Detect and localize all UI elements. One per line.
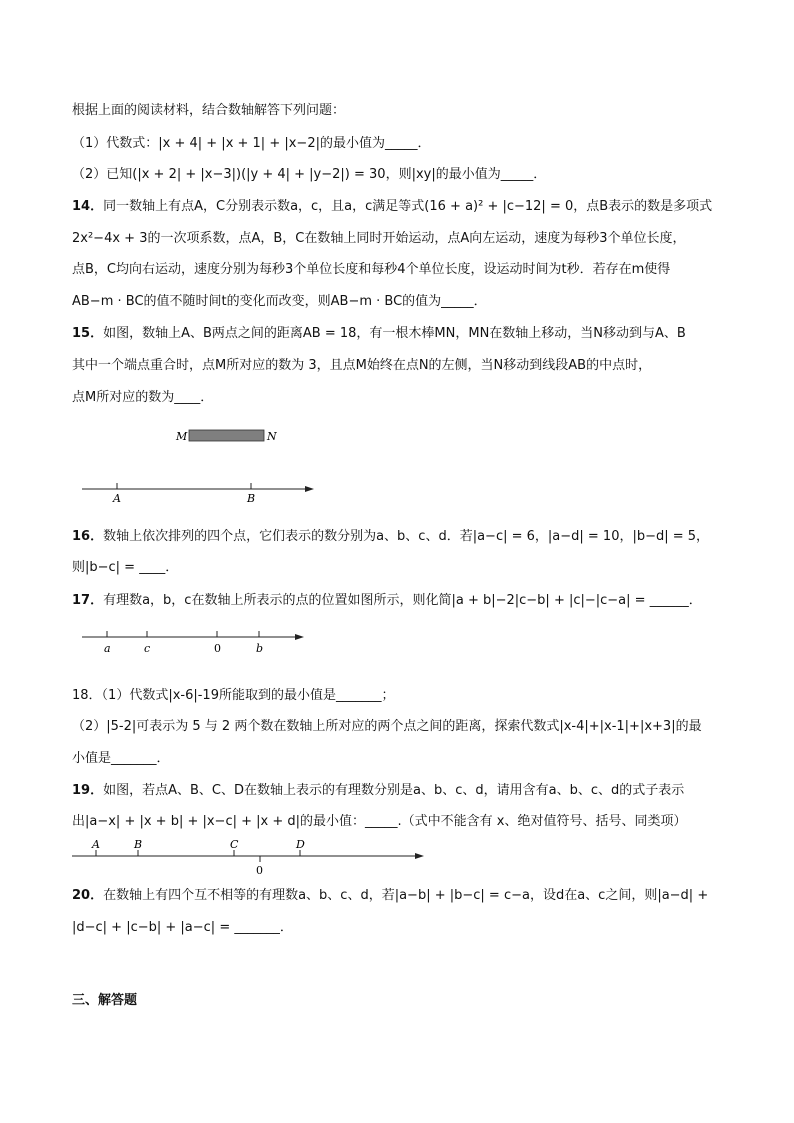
q20-number: 20． xyxy=(72,888,104,903)
q13-part1: （1）代数式：|x + 4| + |x + 1| + |x−2|的最小值为_____． xyxy=(72,136,431,151)
q19-text: 如图，若点A、B、C、D在数轴上表示的有理数分别是a、b、c、d，请用含有a、b、c、d的式子表示 xyxy=(103,783,685,798)
fig15-label-B: B xyxy=(247,492,256,505)
q18-part2-line1: （2）|5-2|可表示为 5 与 2 两个数在数轴上所对应的两个点之间的距离，探索代数式|x-4|+|x-1|+|x+3|的最 xyxy=(72,719,702,734)
fig17-label-0: 0 xyxy=(214,642,221,655)
fig19-label-D: D xyxy=(296,838,305,851)
q17-number: 17． xyxy=(72,593,104,608)
q15-line3: 点M所对应的数为____． xyxy=(72,390,214,405)
fig17-label-b: b xyxy=(256,642,264,655)
fig19-label-0: 0 xyxy=(256,864,263,877)
fig17-axis-arrow xyxy=(295,634,304,640)
fig15-axis-arrow xyxy=(305,486,314,492)
q14-line1 xyxy=(72,199,712,215)
line-intro: 根据上面的阅读材料，结合数轴解答下列问题： xyxy=(72,103,346,118)
q19-line2: 出|a−x| + |x + b| + |x−c| + |x + d|的最小值：_____.（式中不能含有 x、绝对值符号、括号、同类项） xyxy=(72,814,687,829)
q16-line2: 则|b−c| = ____． xyxy=(72,560,179,575)
q19-line1 xyxy=(72,783,684,799)
q20-line2: |d−c| + |c−b| + |a−c| = _______． xyxy=(72,920,293,935)
q15-line2: 其中一个端点重合时，点M所对应的数为 3，且点M始终在点N的左侧，当N移动到线段AB的中点时， xyxy=(72,358,652,373)
fig19-label-C: C xyxy=(230,838,239,851)
fig19-label-B: B xyxy=(134,838,143,851)
q14-text: 同一数轴上有点A，C分别表示数a，c，且a，c满足等式(16 + a)² + |c−12| = 0，点B表示的数是多项式 xyxy=(103,199,713,214)
q17-text: 有理数a，b，c在数轴上所表示的点的位置如图所示，则化简|a + b|−2|c−b| + |c|−|c−a| = ______． xyxy=(103,593,702,608)
q17-line1 xyxy=(72,593,702,609)
figure-q19-number-line xyxy=(66,836,436,878)
q16-line1 xyxy=(72,529,709,545)
q16-text: 数轴上依次排列的四个点，它们表示的数分别为a、b、c、d．若|a−c| = 6，|a−d| = 10，|b−d| = 5， xyxy=(103,529,710,544)
fig17-label-a: a xyxy=(104,642,111,655)
figure-q15-number-line xyxy=(70,420,330,510)
q20-line1 xyxy=(72,888,708,904)
q14-number: 14． xyxy=(72,199,104,214)
q15-text: 如图，数轴上A、B两点之间的距离AB = 18，有一根木棒MN，MN在数轴上移动，当N移动到与A、B xyxy=(103,326,686,341)
section-heading: 三、解答题 xyxy=(72,993,138,1008)
q14-line4: AB−m · BC的值不随时间t的变化而改变，则AB−m · BC的值为_____． xyxy=(72,294,487,309)
fig19-axis-arrow xyxy=(415,853,424,859)
figure-q17-number-line xyxy=(70,625,320,660)
q13-part2: （2）已知(|x + 2| + |x−3|)(|y + 4| + |y−2|) = 30，则|xy|的最小值为_____． xyxy=(72,167,547,182)
q15-number: 15． xyxy=(72,326,104,341)
q14-line2: 2x²−4x + 3的一次项系数，点A，B，C在数轴上同时开始运动，点A向左运动，速度为每秒3个单位长度， xyxy=(72,231,686,246)
q18-part1: 18．（1）代数式|x-6|-19所能取到的最小值是_______； xyxy=(72,688,395,703)
fig15-stick-MN xyxy=(189,430,264,441)
fig17-label-c: c xyxy=(144,642,151,655)
q16-number: 16． xyxy=(72,529,104,544)
fig15-label-M: M xyxy=(176,430,188,443)
q14-line3: 点B，C均向右运动，速度分别为每秒3个单位长度和每秒4个单位长度，设运动时间为t秒．若存在m使得 xyxy=(72,262,671,277)
q19-number: 19． xyxy=(72,783,104,798)
q20-text: 在数轴上有四个互不相等的有理数a、b、c、d，若|a−b| + |b−c| = c−a，设d在a、c之间，则|a−d| + xyxy=(103,888,709,903)
fig15-label-A: A xyxy=(113,492,121,505)
q15-line1 xyxy=(72,326,686,342)
fig19-label-A: A xyxy=(92,838,100,851)
fig15-label-N: N xyxy=(267,430,277,443)
q18-part2-line2: 小值是_______． xyxy=(72,751,170,766)
